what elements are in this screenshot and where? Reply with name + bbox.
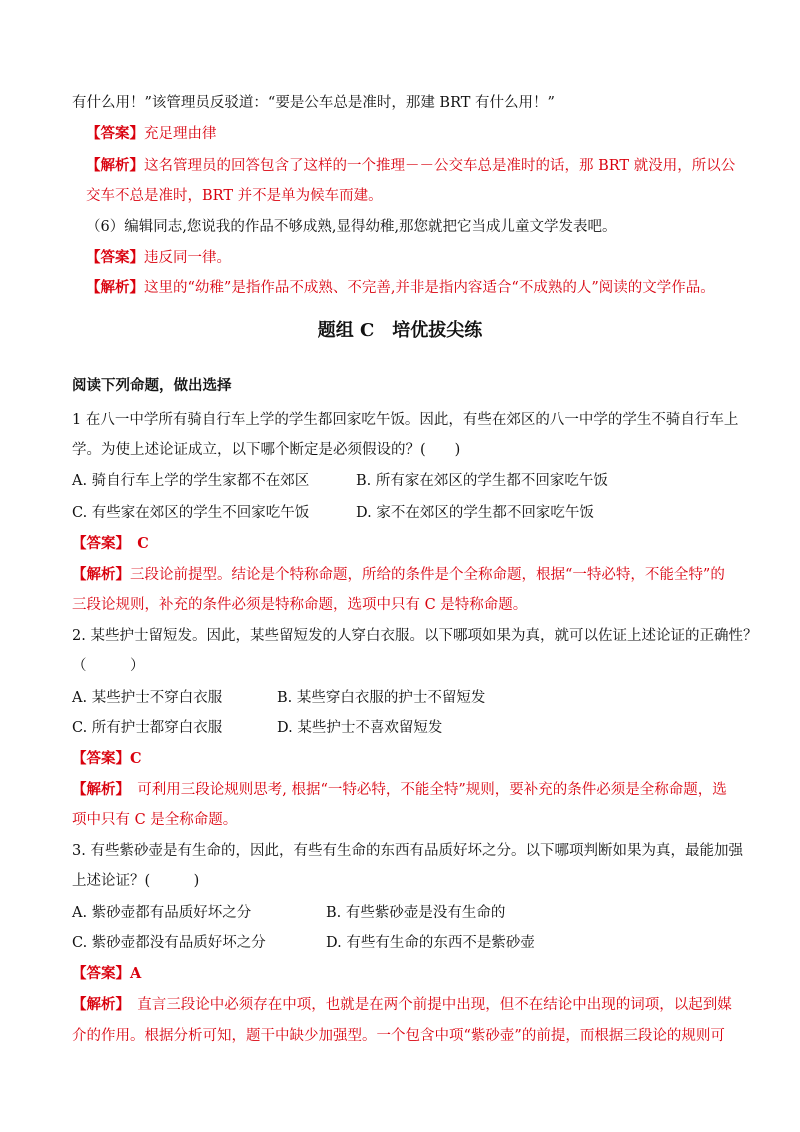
answer-tag: 【答案】 bbox=[72, 750, 130, 767]
question-6: （6）编辑同志,您说我的作品不够成熟,显得幼稚,那您就把它当成儿童文学发表吧。 bbox=[86, 219, 617, 235]
section-instruction: 阅读下列命题，做出选择 bbox=[72, 377, 232, 394]
analysis-line bbox=[86, 156, 735, 176]
question-3-option-d: D. 有些有生命的东西不是紫砂壶 bbox=[326, 935, 535, 951]
question-3-option-a: A. 紫砂壶都有品质好坏之分 bbox=[72, 905, 252, 921]
analysis-line bbox=[72, 565, 725, 585]
answer-line bbox=[72, 534, 149, 554]
analysis-tag: 【解析】 bbox=[86, 279, 144, 296]
analysis-line-cont: 三段论规则，补充的条件必须是特称命题，选项中只有 C 是特称命题。 bbox=[72, 597, 528, 613]
analysis-text: 三段论前提型。结论是个特称命题，所给的条件是个全称命题，根据“一特必特，不能全特”的 bbox=[130, 567, 725, 583]
answer-text: 充足理由律 bbox=[144, 126, 217, 142]
analysis-tag: 【解析】 bbox=[72, 781, 123, 798]
question-2-stem-cont: （ ） bbox=[72, 658, 145, 674]
question-2-option-a: A. 某些护士不穿白衣服 bbox=[72, 690, 223, 706]
answer-line bbox=[86, 124, 217, 144]
question-1-stem: 1 在八一中学所有骑自行车上学的学生都回家吃午饭。因此，有些在郊区的八一中学的学生不骑自行车上 bbox=[72, 412, 739, 428]
analysis-text: 这名管理员的回答包含了这样的一个推理－－公交车总是准时的话，那 BRT 就没用，所以公 bbox=[144, 158, 736, 174]
question-2-option-d: D. 某些护士不喜欢留短发 bbox=[277, 720, 443, 736]
answer-line bbox=[72, 964, 141, 984]
question-3-stem: 3. 有些紫砂壶是有生命的，因此，有些有生命的东西有品质好坏之分。以下哪项判断如果为真，最能加强 bbox=[72, 843, 743, 859]
analysis-line-cont: 介的作用。根据分析可知，题干中缺少加强型。一个包含中项“紫砂壶”的前提，而根据三段论的规则可 bbox=[72, 1028, 725, 1044]
question-1-option-b: B. 所有家在郊区的学生都不回家吃午饭 bbox=[356, 473, 608, 489]
analysis-tag: 【解析】 bbox=[86, 157, 144, 174]
question-1-stem-cont: 学。为使上述论证成立，以下哪个断定是必须假设的？( ) bbox=[72, 442, 461, 458]
question-2-option-b: B. 某些穿白衣服的护士不留短发 bbox=[277, 690, 486, 706]
answer-text: C bbox=[130, 750, 142, 767]
answer-line bbox=[72, 749, 142, 769]
answer-tag: 【答案】 bbox=[72, 965, 130, 982]
analysis-line bbox=[72, 995, 732, 1015]
answer-text: 违反同一律。 bbox=[144, 250, 231, 266]
analysis-tag: 【解析】 bbox=[72, 566, 130, 583]
question-1-option-c: C. 有些家在郊区的学生不回家吃午饭 bbox=[72, 505, 310, 521]
section-title: 题组 C 培优拔尖练 bbox=[317, 320, 483, 341]
answer-tag: 【答案】 bbox=[86, 249, 144, 266]
analysis-text: 直言三段论中必须存在中项，也就是在两个前提中出现，但不在结论中出现的词项，以起到媒 bbox=[122, 997, 732, 1013]
question-3-stem-cont: 上述论证？( ) bbox=[72, 873, 200, 889]
question-3-option-b: B. 有些紫砂壶是没有生命的 bbox=[326, 905, 506, 921]
analysis-line-cont: 项中只有 C 是全称命题。 bbox=[72, 812, 238, 828]
answer-line bbox=[86, 248, 231, 268]
question-1-option-d: D. 家不在郊区的学生都不回家吃午饭 bbox=[356, 505, 594, 521]
analysis-line bbox=[86, 278, 715, 298]
continued-text: 有什么用！”该管理员反驳道：“要是公车总是准时，那建 BRT 有什么用！” bbox=[72, 95, 555, 111]
answer-text: C bbox=[122, 535, 149, 552]
answer-tag: 【答案】 bbox=[72, 535, 123, 552]
analysis-line-cont: 交车不总是准时，BRT 并不是单为候车而建。 bbox=[86, 188, 383, 204]
question-3-option-c: C. 紫砂壶都没有品质好坏之分 bbox=[72, 935, 266, 951]
answer-tag: 【答案】 bbox=[86, 125, 144, 142]
question-2-stem: 2. 某些护士留短发。因此，某些留短发的人穿白衣服。以下哪项如果为真，就可以佐证上述论证的正确性？ bbox=[72, 628, 758, 644]
question-1-option-a: A. 骑自行车上学的学生家都不在郊区 bbox=[72, 473, 310, 489]
analysis-text: 这里的“幼稚”是指作品不成熟、不完善,并非是指内容适合“不成熟的人”阅读的文学作品。 bbox=[144, 280, 715, 296]
question-2-option-c: C. 所有护士都穿白衣服 bbox=[72, 720, 223, 736]
analysis-line bbox=[72, 780, 727, 800]
analysis-tag: 【解析】 bbox=[72, 996, 123, 1013]
answer-text: A bbox=[130, 965, 142, 982]
analysis-text: 可利用三段论规则思考, 根据“一特必特，不能全特”规则，要补充的条件必须是全称命题，选 bbox=[122, 782, 727, 798]
